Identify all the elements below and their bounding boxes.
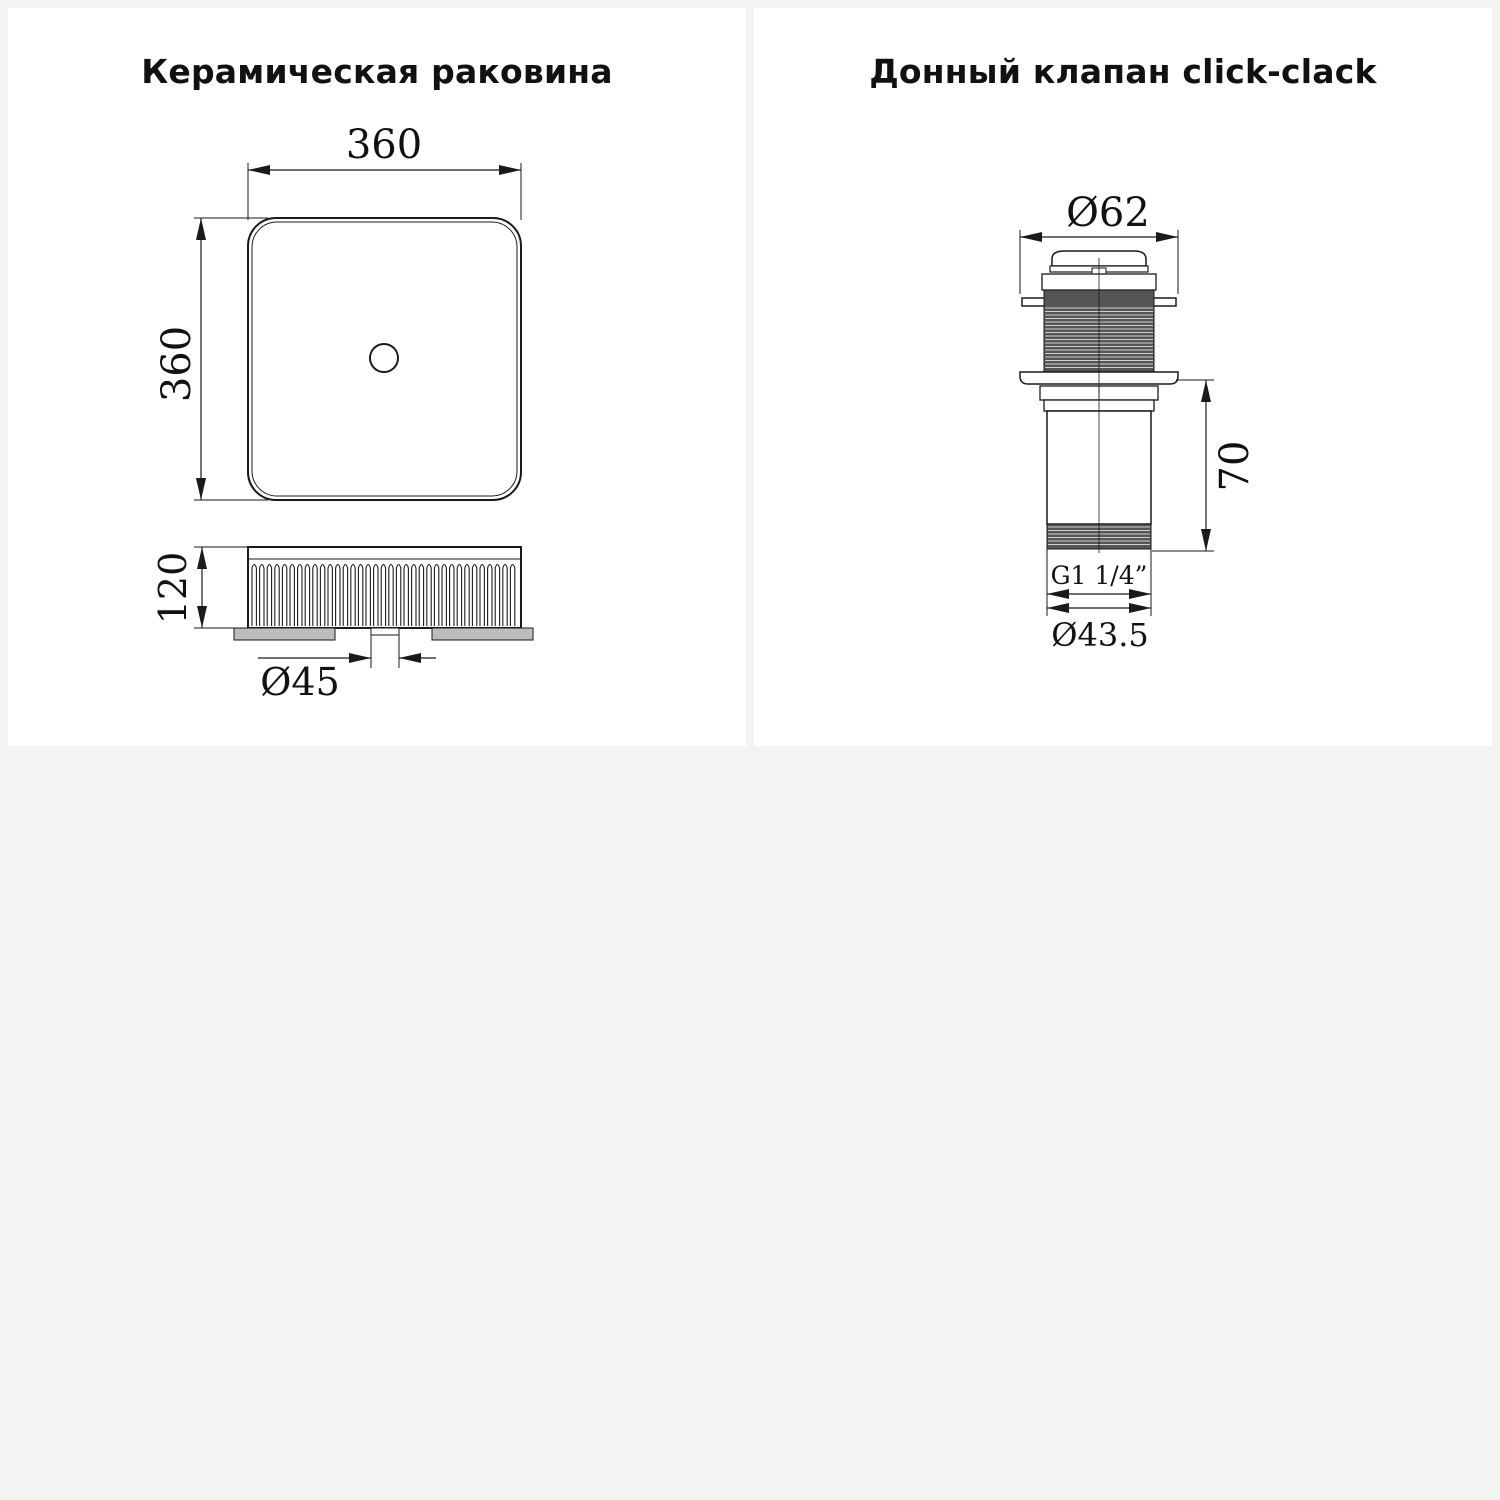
height-dimension <box>151 547 253 628</box>
outlet-diameter-dimension <box>1047 549 1151 654</box>
drain-hole <box>370 344 398 372</box>
sink-side-view <box>234 547 533 640</box>
sink-drawing <box>8 8 746 746</box>
drain-diameter-dimension <box>258 635 436 704</box>
depth-label: 360 <box>154 325 200 403</box>
width-label: 360 <box>345 122 423 168</box>
drain-valve-body <box>1020 251 1178 553</box>
thread-label: G1 1/4” <box>1050 561 1148 590</box>
drain-title: Донный клапан click-clack <box>869 52 1377 91</box>
outlet-diameter-label: Ø43.5 <box>1051 616 1149 654</box>
length-dimension <box>1152 380 1258 551</box>
depth-dimension <box>154 218 268 500</box>
length-label: 70 <box>1212 440 1258 492</box>
drain-drawing <box>754 8 1492 746</box>
sink-panel <box>8 8 746 746</box>
drain-panel <box>754 8 1492 746</box>
drain-diameter-label: Ø45 <box>260 660 340 704</box>
width-dimension <box>248 122 521 220</box>
drain-outlet <box>371 628 399 635</box>
sink-top-view <box>248 218 521 500</box>
sink-title: Керамическая раковина <box>141 52 613 91</box>
height-label: 120 <box>151 551 195 625</box>
countertop-right <box>432 628 533 640</box>
countertop-left <box>234 628 335 640</box>
cap-diameter-label: Ø62 <box>1066 190 1150 236</box>
